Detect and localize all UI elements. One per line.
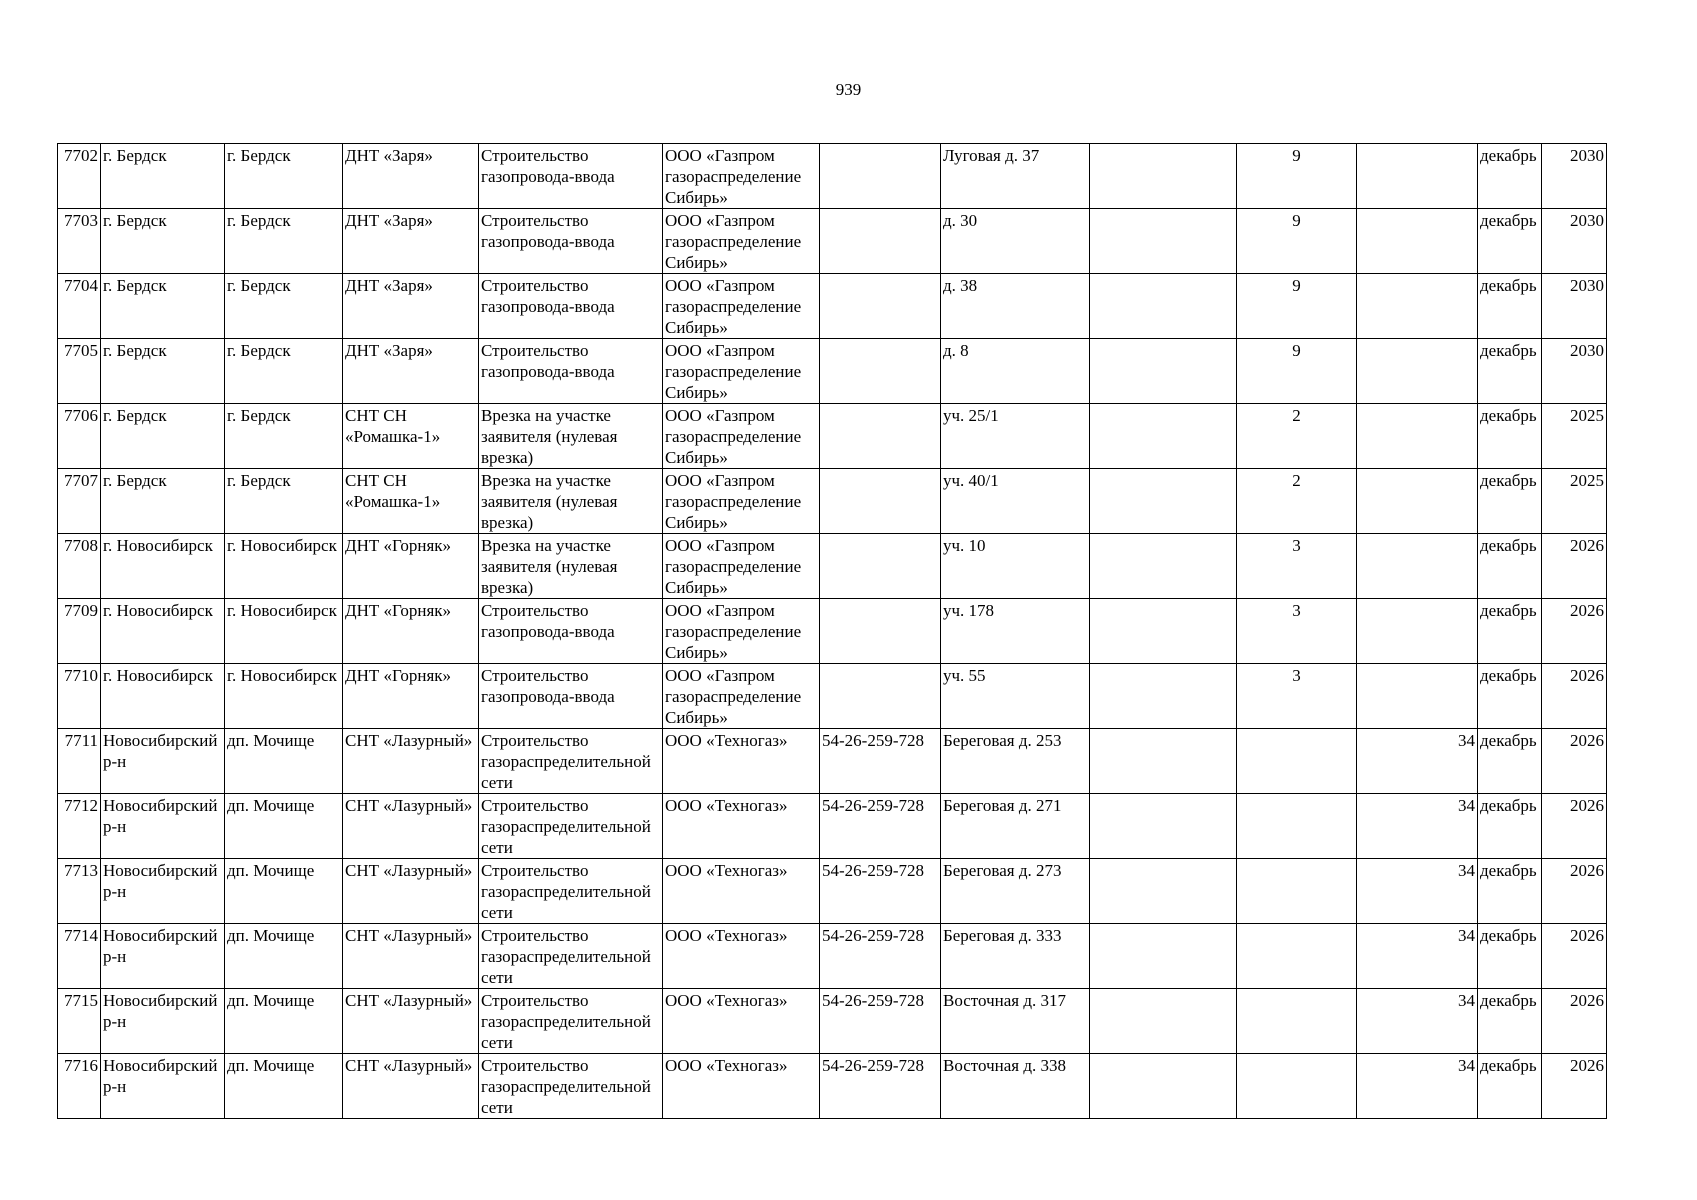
table-row: [58, 729, 1607, 794]
address-cell: Береговая д. 253: [941, 729, 1090, 794]
quantity-cell: [1357, 144, 1478, 209]
quantity-cell: 34: [1357, 729, 1478, 794]
table-row: [58, 859, 1607, 924]
row-number: 7711: [58, 729, 101, 794]
settlement-cell: г. Бердск: [225, 209, 343, 274]
settlement-cell: г. Бердск: [225, 274, 343, 339]
association-cell: СНТ «Лазурный»: [343, 859, 479, 924]
organization-cell: ООО «Газпром газораспределение Сибирь»: [663, 664, 820, 729]
code-cell: [820, 209, 941, 274]
count-cell: [1237, 924, 1357, 989]
organization-cell: ООО «Газпром газораспределение Сибирь»: [663, 274, 820, 339]
settlement-cell: дп. Мочище: [225, 794, 343, 859]
quantity-cell: [1357, 599, 1478, 664]
gasification-table: [57, 143, 1607, 1119]
page-number: 939: [835, 80, 862, 99]
table-row: [58, 599, 1607, 664]
month-cell: декабрь: [1478, 339, 1542, 404]
quantity-cell: [1357, 404, 1478, 469]
count-cell: 3: [1237, 599, 1357, 664]
work-type-cell: Строительство газораспределительной сети: [479, 859, 663, 924]
month-cell: декабрь: [1478, 404, 1542, 469]
code-cell: 54-26-259-728: [820, 794, 941, 859]
row-number: 7714: [58, 924, 101, 989]
table-row: [58, 404, 1607, 469]
quantity-cell: 34: [1357, 794, 1478, 859]
count-cell: 2: [1237, 469, 1357, 534]
settlement-cell: г. Бердск: [225, 339, 343, 404]
month-cell: декабрь: [1478, 144, 1542, 209]
settlement-cell: дп. Мочище: [225, 729, 343, 794]
quantity-cell: 34: [1357, 1054, 1478, 1119]
empty-cell: [1090, 339, 1237, 404]
code-cell: [820, 339, 941, 404]
empty-cell: [1090, 859, 1237, 924]
district-cell: г. Бердск: [101, 274, 225, 339]
quantity-cell: [1357, 209, 1478, 274]
empty-cell: [1090, 794, 1237, 859]
settlement-cell: дп. Мочище: [225, 989, 343, 1054]
row-number: 7710: [58, 664, 101, 729]
association-cell: СНТ СН «Ромашка-1»: [343, 469, 479, 534]
count-cell: 9: [1237, 144, 1357, 209]
empty-cell: [1090, 1054, 1237, 1119]
year-cell: 2026: [1542, 794, 1607, 859]
work-type-cell: Строительство газопровода-ввода: [479, 274, 663, 339]
row-number: 7702: [58, 144, 101, 209]
empty-cell: [1090, 534, 1237, 599]
association-cell: СНТ «Лазурный»: [343, 924, 479, 989]
month-cell: декабрь: [1478, 924, 1542, 989]
settlement-cell: г. Новосибирск: [225, 664, 343, 729]
row-number: 7703: [58, 209, 101, 274]
settlement-cell: г. Бердск: [225, 404, 343, 469]
quantity-cell: [1357, 274, 1478, 339]
code-cell: [820, 404, 941, 469]
count-cell: 9: [1237, 274, 1357, 339]
month-cell: декабрь: [1478, 989, 1542, 1054]
organization-cell: ООО «Газпром газораспределение Сибирь»: [663, 599, 820, 664]
count-cell: 3: [1237, 534, 1357, 599]
year-cell: 2030: [1542, 209, 1607, 274]
code-cell: [820, 144, 941, 209]
year-cell: 2026: [1542, 729, 1607, 794]
year-cell: 2025: [1542, 404, 1607, 469]
address-cell: д. 8: [941, 339, 1090, 404]
settlement-cell: дп. Мочище: [225, 924, 343, 989]
work-type-cell: Строительство газораспределительной сети: [479, 794, 663, 859]
empty-cell: [1090, 924, 1237, 989]
association-cell: СНТ «Лазурный»: [343, 1054, 479, 1119]
address-cell: д. 38: [941, 274, 1090, 339]
district-cell: г. Бердск: [101, 144, 225, 209]
organization-cell: ООО «Техногаз»: [663, 859, 820, 924]
table-row: [58, 664, 1607, 729]
table-row: [58, 924, 1607, 989]
quantity-cell: 34: [1357, 989, 1478, 1054]
empty-cell: [1090, 469, 1237, 534]
work-type-cell: Строительство газораспределительной сети: [479, 1054, 663, 1119]
district-cell: г. Новосибирск: [101, 599, 225, 664]
empty-cell: [1090, 599, 1237, 664]
organization-cell: ООО «Техногаз»: [663, 1054, 820, 1119]
work-type-cell: Строительство газораспределительной сети: [479, 989, 663, 1054]
row-number: 7706: [58, 404, 101, 469]
table-row: [58, 534, 1607, 599]
address-cell: Береговая д. 271: [941, 794, 1090, 859]
address-cell: Береговая д. 333: [941, 924, 1090, 989]
empty-cell: [1090, 209, 1237, 274]
address-cell: уч. 40/1: [941, 469, 1090, 534]
work-type-cell: Врезка на участке заявителя (нулевая врезка): [479, 534, 663, 599]
settlement-cell: дп. Мочище: [225, 859, 343, 924]
table-row: [58, 209, 1607, 274]
organization-cell: ООО «Газпром газораспределение Сибирь»: [663, 209, 820, 274]
association-cell: ДНТ «Горняк»: [343, 664, 479, 729]
year-cell: 2026: [1542, 534, 1607, 599]
year-cell: 2026: [1542, 664, 1607, 729]
table-row: [58, 989, 1607, 1054]
table-row: [58, 339, 1607, 404]
year-cell: 2026: [1542, 924, 1607, 989]
row-number: 7713: [58, 859, 101, 924]
organization-cell: ООО «Техногаз»: [663, 729, 820, 794]
month-cell: декабрь: [1478, 664, 1542, 729]
organization-cell: ООО «Техногаз»: [663, 924, 820, 989]
association-cell: СНТ «Лазурный»: [343, 989, 479, 1054]
association-cell: ДНТ «Заря»: [343, 274, 479, 339]
district-cell: Новосибирский р-н: [101, 1054, 225, 1119]
month-cell: декабрь: [1478, 209, 1542, 274]
district-cell: г. Бердск: [101, 209, 225, 274]
row-number: 7708: [58, 534, 101, 599]
count-cell: 9: [1237, 339, 1357, 404]
month-cell: декабрь: [1478, 1054, 1542, 1119]
organization-cell: ООО «Техногаз»: [663, 794, 820, 859]
row-number: 7709: [58, 599, 101, 664]
code-cell: [820, 534, 941, 599]
year-cell: 2030: [1542, 339, 1607, 404]
row-number: 7712: [58, 794, 101, 859]
association-cell: ДНТ «Горняк»: [343, 599, 479, 664]
code-cell: [820, 469, 941, 534]
table-row: [58, 469, 1607, 534]
quantity-cell: [1357, 534, 1478, 599]
organization-cell: ООО «Газпром газораспределение Сибирь»: [663, 144, 820, 209]
association-cell: ДНТ «Заря»: [343, 209, 479, 274]
district-cell: Новосибирский р-н: [101, 989, 225, 1054]
work-type-cell: Строительство газопровода-ввода: [479, 664, 663, 729]
district-cell: г. Новосибирск: [101, 534, 225, 599]
quantity-cell: [1357, 339, 1478, 404]
code-cell: 54-26-259-728: [820, 989, 941, 1054]
association-cell: ДНТ «Горняк»: [343, 534, 479, 599]
address-cell: Луговая д. 37: [941, 144, 1090, 209]
count-cell: 9: [1237, 209, 1357, 274]
count-cell: [1237, 729, 1357, 794]
work-type-cell: Строительство газопровода-ввода: [479, 339, 663, 404]
address-cell: уч. 10: [941, 534, 1090, 599]
settlement-cell: дп. Мочище: [225, 1054, 343, 1119]
work-type-cell: Врезка на участке заявителя (нулевая врезка): [479, 404, 663, 469]
row-number: 7704: [58, 274, 101, 339]
settlement-cell: г. Бердск: [225, 469, 343, 534]
table-body: [58, 144, 1607, 1119]
month-cell: декабрь: [1478, 469, 1542, 534]
code-cell: 54-26-259-728: [820, 729, 941, 794]
empty-cell: [1090, 274, 1237, 339]
district-cell: Новосибирский р-н: [101, 729, 225, 794]
count-cell: 2: [1237, 404, 1357, 469]
work-type-cell: Врезка на участке заявителя (нулевая врезка): [479, 469, 663, 534]
empty-cell: [1090, 144, 1237, 209]
address-cell: д. 30: [941, 209, 1090, 274]
settlement-cell: г. Новосибирск: [225, 599, 343, 664]
table-row: [58, 274, 1607, 339]
work-type-cell: Строительство газопровода-ввода: [479, 209, 663, 274]
table-row: [58, 794, 1607, 859]
row-number: 7707: [58, 469, 101, 534]
count-cell: [1237, 794, 1357, 859]
association-cell: СНТ СН «Ромашка-1»: [343, 404, 479, 469]
year-cell: 2030: [1542, 274, 1607, 339]
address-cell: уч. 25/1: [941, 404, 1090, 469]
address-cell: уч. 178: [941, 599, 1090, 664]
association-cell: ДНТ «Заря»: [343, 339, 479, 404]
table-row: [58, 1054, 1607, 1119]
work-type-cell: Строительство газораспределительной сети: [479, 729, 663, 794]
month-cell: декабрь: [1478, 274, 1542, 339]
district-cell: г. Бердск: [101, 339, 225, 404]
code-cell: 54-26-259-728: [820, 1054, 941, 1119]
district-cell: Новосибирский р-н: [101, 924, 225, 989]
row-number: 7705: [58, 339, 101, 404]
year-cell: 2026: [1542, 599, 1607, 664]
code-cell: [820, 274, 941, 339]
count-cell: 3: [1237, 664, 1357, 729]
district-cell: г. Бердск: [101, 404, 225, 469]
empty-cell: [1090, 729, 1237, 794]
row-number: 7715: [58, 989, 101, 1054]
district-cell: г. Бердск: [101, 469, 225, 534]
organization-cell: ООО «Газпром газораспределение Сибирь»: [663, 469, 820, 534]
association-cell: ДНТ «Заря»: [343, 144, 479, 209]
district-cell: г. Новосибирск: [101, 664, 225, 729]
year-cell: 2025: [1542, 469, 1607, 534]
work-type-cell: Строительство газораспределительной сети: [479, 924, 663, 989]
code-cell: [820, 599, 941, 664]
count-cell: [1237, 1054, 1357, 1119]
district-cell: Новосибирский р-н: [101, 859, 225, 924]
organization-cell: ООО «Газпром газораспределение Сибирь»: [663, 404, 820, 469]
table-row: [58, 144, 1607, 209]
month-cell: декабрь: [1478, 859, 1542, 924]
row-number: 7716: [58, 1054, 101, 1119]
quantity-cell: [1357, 469, 1478, 534]
empty-cell: [1090, 989, 1237, 1054]
organization-cell: ООО «Техногаз»: [663, 989, 820, 1054]
year-cell: 2026: [1542, 989, 1607, 1054]
month-cell: декабрь: [1478, 534, 1542, 599]
address-cell: Береговая д. 273: [941, 859, 1090, 924]
year-cell: 2026: [1542, 1054, 1607, 1119]
code-cell: 54-26-259-728: [820, 924, 941, 989]
work-type-cell: Строительство газопровода-ввода: [479, 144, 663, 209]
settlement-cell: г. Новосибирск: [225, 534, 343, 599]
month-cell: декабрь: [1478, 729, 1542, 794]
month-cell: декабрь: [1478, 794, 1542, 859]
work-type-cell: Строительство газопровода-ввода: [479, 599, 663, 664]
empty-cell: [1090, 664, 1237, 729]
organization-cell: ООО «Газпром газораспределение Сибирь»: [663, 339, 820, 404]
code-cell: 54-26-259-728: [820, 859, 941, 924]
association-cell: СНТ «Лазурный»: [343, 729, 479, 794]
year-cell: 2026: [1542, 859, 1607, 924]
empty-cell: [1090, 404, 1237, 469]
code-cell: [820, 664, 941, 729]
year-cell: 2030: [1542, 144, 1607, 209]
quantity-cell: 34: [1357, 859, 1478, 924]
quantity-cell: [1357, 664, 1478, 729]
month-cell: декабрь: [1478, 599, 1542, 664]
address-cell: уч. 55: [941, 664, 1090, 729]
address-cell: Восточная д. 317: [941, 989, 1090, 1054]
count-cell: [1237, 859, 1357, 924]
address-cell: Восточная д. 338: [941, 1054, 1090, 1119]
count-cell: [1237, 989, 1357, 1054]
quantity-cell: 34: [1357, 924, 1478, 989]
settlement-cell: г. Бердск: [225, 144, 343, 209]
organization-cell: ООО «Газпром газораспределение Сибирь»: [663, 534, 820, 599]
district-cell: Новосибирский р-н: [101, 794, 225, 859]
association-cell: СНТ «Лазурный»: [343, 794, 479, 859]
